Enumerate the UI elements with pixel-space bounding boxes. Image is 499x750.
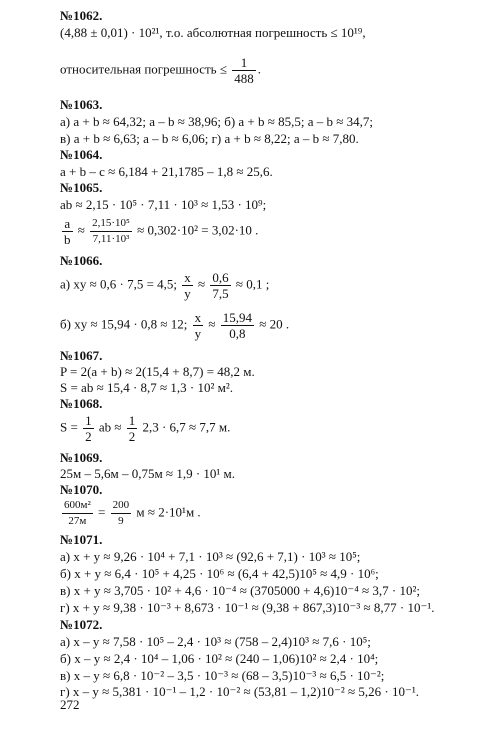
denominator: y bbox=[194, 326, 202, 341]
problem-1071-line4: г) x + y ≈ 9,38 · 10⁻³ + 8,673 · 10⁻¹ ≈ (9,38 + 867,3)10⁻³ ≈ 8,77 · 10⁻¹. bbox=[60, 600, 435, 615]
problem-1068-line1 bbox=[60, 413, 230, 444]
value-fraction bbox=[221, 310, 254, 341]
quotient-result: ≈ 0,1 ; bbox=[235, 276, 270, 292]
problem-1068-heading: №1068. bbox=[60, 396, 103, 411]
problem-1072-line4: г) x – y ≈ 5,381 · 10⁻¹ – 1,2 · 10⁻² ≈ (53,81 – 1,2)10⁻² ≈ 5,26 · 10⁻¹. bbox=[60, 684, 419, 699]
problem-1072-line3: в) x – y ≈ 6,8 · 10⁻² – 3,5 · 10⁻³ ≈ (68 – 3,5)10⁻³ ≈ 6,5 · 10⁻²; bbox=[60, 668, 385, 683]
area-over-length-fraction bbox=[62, 498, 93, 529]
product-text: б) xy ≈ 15,94 · 0,8 ≈ 12; bbox=[60, 316, 188, 332]
problem-1072-heading: №1072. bbox=[60, 617, 103, 632]
problem-1071-heading: №1071. bbox=[60, 532, 103, 547]
problem-1071-line2: б) x + y ≈ 6,4 · 10⁵ + 4,25 · 10⁶ ≈ (6,4 + 42,5)10⁵ ≈ 4,9 · 10⁶; bbox=[60, 566, 379, 581]
product-text: а) xy ≈ 0,6 · 7,5 = 4,5; bbox=[60, 276, 178, 292]
denominator: 2 bbox=[85, 429, 92, 444]
problem-1066-line2: б) xy ≈ 15,94 · 0,8 ≈ 12; $\frac{x}{y}$ ≈ $\frac{15,94}{0,8}$ ≈ 20 . bbox=[60, 310, 290, 341]
denominator: b bbox=[64, 232, 71, 247]
quotient-result: ≈ 0,302·10² = 3,02·10 . bbox=[137, 222, 259, 238]
problem-1065-line1: ab ≈ 2,15 · 10⁵ · 7,11 · 10³ ≈ 1,53 · 10⁹; bbox=[60, 197, 267, 212]
numerator: 600м² bbox=[62, 498, 93, 514]
value-fraction bbox=[210, 270, 230, 301]
problem-1072-line2: б) x – y ≈ 2,4 · 10⁴ – 1,06 · 10² ≈ (240 – 1,06)10² ≈ 2,4 · 10⁴; bbox=[60, 651, 379, 666]
relative-error-fraction bbox=[232, 55, 256, 86]
numerator: 1 bbox=[85, 413, 92, 428]
x-over-y-fraction bbox=[193, 310, 204, 341]
period: . bbox=[257, 61, 261, 77]
problem-1064-line1: a + b – c ≈ 6,184 + 21,1785 – 1,8 ≈ 25,6. bbox=[60, 164, 273, 179]
problem-1069-heading: №1069. bbox=[60, 450, 103, 465]
simplified-fraction bbox=[111, 498, 132, 529]
a-over-b-fraction bbox=[62, 216, 73, 247]
numerator: 15,94 bbox=[222, 310, 253, 325]
x-over-y-fraction bbox=[182, 270, 193, 301]
denominator: 27м bbox=[68, 515, 87, 527]
area-result: 2,3 · 6,7 ≈ 7,7 м. bbox=[142, 419, 231, 435]
problem-1066-heading: №1066. bbox=[60, 253, 103, 268]
problem-1063-heading: №1063. bbox=[60, 97, 103, 112]
problem-1071-line3: в) x + y ≈ 3,705 · 10² + 4,6 · 10⁻⁴ ≈ (3705000 + 4,6)10⁻⁴ ≈ 3,7 · 10²; bbox=[60, 583, 420, 598]
length-result: м ≈ 2·10¹м . bbox=[136, 504, 201, 520]
quotient-result: ≈ 20 . bbox=[259, 316, 290, 332]
denominator: 488 bbox=[234, 71, 254, 86]
denominator: 9 bbox=[118, 515, 124, 527]
problem-1071-line1: а) x + y ≈ 9,26 · 10⁴ + 7,1 · 10³ ≈ (92,6 + 7,1) · 10³ ≈ 10⁵; bbox=[60, 549, 361, 564]
numerator: 0,6 bbox=[212, 270, 229, 285]
problem-1065-line2: $\frac{a}{b}$ ≈ $\frac{\text{2,15·10⁵}}{\text{7,11·10³}}$ ≈ 0,302·10² = 3,02·10 . bbox=[64, 216, 259, 247]
denominator: 7,11·10³ bbox=[92, 233, 130, 245]
numerator: x bbox=[194, 310, 202, 325]
problem-1064-heading: №1064. bbox=[60, 147, 103, 162]
problem-1062-line2 bbox=[60, 55, 261, 86]
area-label: S = bbox=[60, 419, 78, 435]
page-number: 272 bbox=[60, 697, 80, 712]
numerator: a bbox=[62, 216, 73, 232]
problem-1063-line2: в) a + b ≈ 6,63; a – b ≈ 6,06; г) a + b ≈ 8,22; a – b ≈ 7,80. bbox=[60, 131, 359, 146]
numerator: 200 bbox=[111, 498, 132, 514]
half-fraction bbox=[127, 413, 138, 444]
denominator: 7,5 bbox=[212, 286, 229, 301]
problem-1067-line2: S = ab ≈ 15,4 · 8,7 ≈ 1,3 · 10² м². bbox=[60, 380, 234, 395]
problem-1062-line1: (4,88 ± 0,01) · 10²¹, т.о. абсолютная погрешность ≤ 10¹⁹, bbox=[60, 25, 366, 40]
problem-1070-line1: $\frac{\text{600м²}}{27м}$ = $\frac{200}{9}$ м ≈ 2·10¹м . bbox=[64, 499, 201, 527]
denominator: y bbox=[184, 286, 191, 301]
denominator: 0,8 bbox=[229, 326, 246, 341]
ab-text: ab ≈ bbox=[98, 419, 122, 435]
numerator: 1 bbox=[128, 413, 136, 428]
problem-1070-heading: №1070. bbox=[60, 482, 103, 497]
denominator: 2 bbox=[128, 429, 136, 444]
problem-1069-line1: 25м – 5,6м – 0,75м ≈ 1,9 · 10¹ м. bbox=[60, 466, 236, 481]
numerator: x bbox=[184, 270, 191, 285]
numerator: 1 bbox=[232, 55, 256, 71]
problem-1066-line1: а) xy ≈ 0,6 · 7,5 = 4,5; $\frac{x}{y}$ ≈ $\frac{0,6}{7,5}$ ≈ 0,1 ; bbox=[60, 270, 270, 301]
half-fraction bbox=[83, 413, 94, 444]
problem-1065-heading: №1065. bbox=[60, 180, 103, 195]
numerator: 2,15·10⁵ bbox=[90, 216, 132, 232]
problem-1063-line1: а) a + b ≈ 64,32; a – b ≈ 38,96; б) a + b ≈ 85,5; a – b ≈ 34,7; bbox=[60, 114, 374, 129]
problem-1067-heading: №1067. bbox=[60, 348, 103, 363]
problem-1067-line1: P = 2(a + b) ≈ 2(15,4 + 8,7) = 48,2 м. bbox=[60, 364, 255, 379]
relative-error-text: относительная погрешность ≤ bbox=[60, 61, 227, 77]
problem-1062-heading: №1062. bbox=[60, 8, 103, 23]
problem-1072-line1: а) x – y ≈ 7,58 · 10⁵ – 2,4 · 10³ ≈ (758 – 2,4)10³ ≈ 7,6 · 10⁵; bbox=[60, 634, 371, 649]
quotient-fraction bbox=[90, 216, 132, 247]
